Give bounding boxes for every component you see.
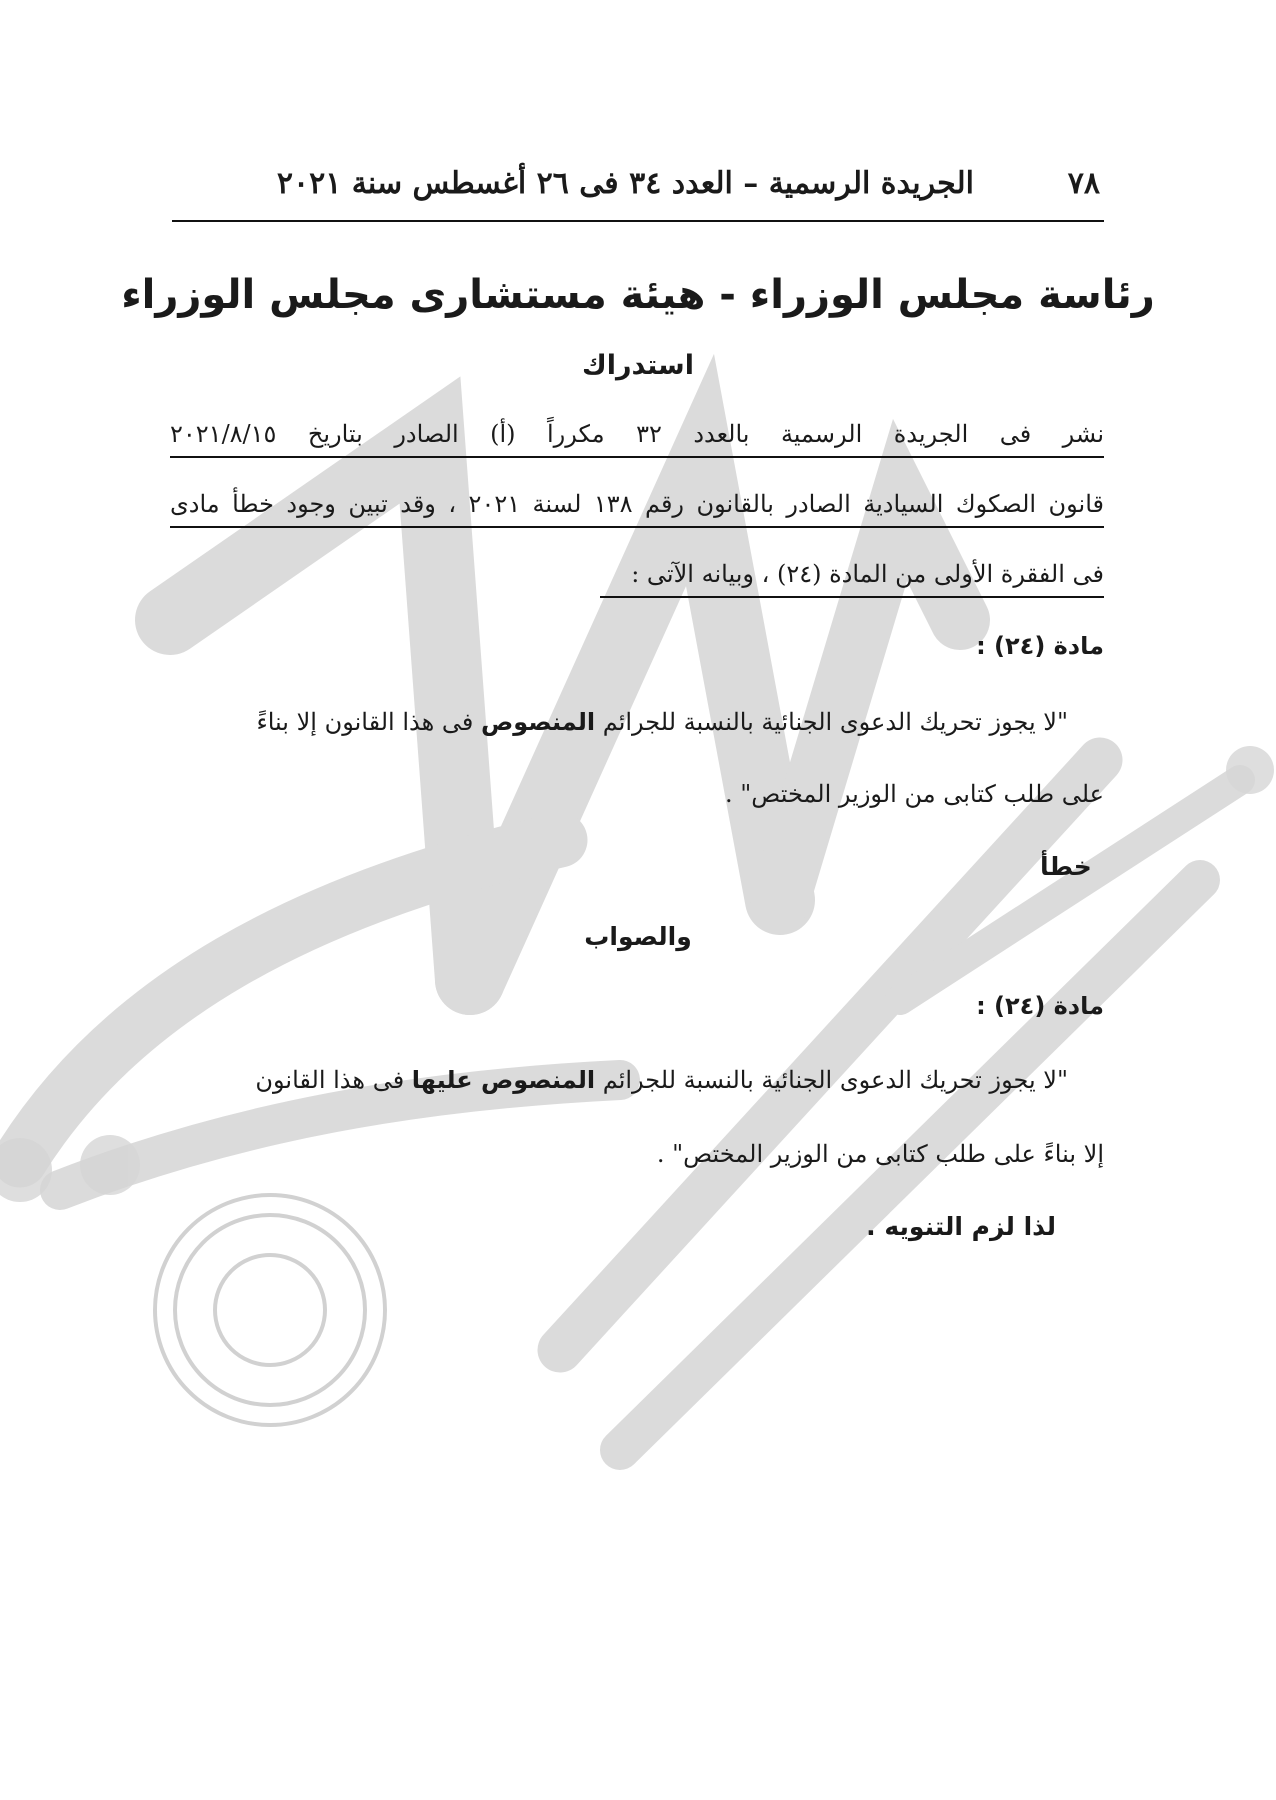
correct-quote-bold: المنصوص عليها: [411, 1066, 596, 1094]
page-header: [172, 160, 1104, 222]
correct-quote-line-1: [170, 1066, 1068, 1094]
authority-title: رئاسة مجلس الوزراء - هيئة مستشارى مجلس الوزراء: [121, 272, 1155, 318]
wrong-quote-line-2: على طلب كتابى من الوزير المختص" .: [725, 780, 1104, 808]
page-number: ٧٨: [1067, 166, 1100, 201]
document-subtitle: استدراك: [582, 350, 694, 381]
correct-quote-line-2: إلا بناءً على طلب كتابى من الوزير المختص" .: [656, 1140, 1104, 1168]
wrong-quote-text-b: فى هذا القانون إلا بناءً: [256, 708, 481, 736]
correct-label: والصواب: [584, 922, 692, 951]
intro-line-3: فى الفقرة الأولى من المادة (٢٤) ، وبيانه الآتى :: [600, 560, 1104, 598]
wrong-label: خطأ: [1040, 852, 1092, 881]
gazette-header-title: الجريدة الرسمية – العدد ٣٤ فى ٢٦ أغسطس سنة ٢٠٢١: [276, 166, 974, 201]
wrong-article-label: مادة (٢٤) :: [976, 632, 1104, 660]
wrong-quote-bold: المنصوص: [481, 708, 596, 736]
correct-quote-text-b: فى هذا القانون: [255, 1066, 412, 1094]
intro-line-2: قانون الصكوك السيادية الصادر بالقانون رقم ١٣٨ لسنة ٢٠٢١ ، وقد تبين وجود خطأ مادى: [170, 490, 1104, 528]
intro-line-1: نشر فى الجريدة الرسمية بالعدد ٣٢ مكرراً (أ) الصادر بتاريخ ٢٠٢١/٨/١٥: [170, 420, 1104, 458]
wrong-quote-text-a: "لا يجوز تحريك الدعوى الجنائية بالنسبة للجرائم: [595, 708, 1068, 736]
wrong-quote-line-1: [170, 708, 1068, 736]
correct-article-label: مادة (٢٤) :: [976, 992, 1104, 1020]
correct-quote-text-a: "لا يجوز تحريك الدعوى الجنائية بالنسبة للجرائم: [595, 1066, 1068, 1094]
closing-note: لذا لزم التنويه .: [866, 1212, 1056, 1241]
